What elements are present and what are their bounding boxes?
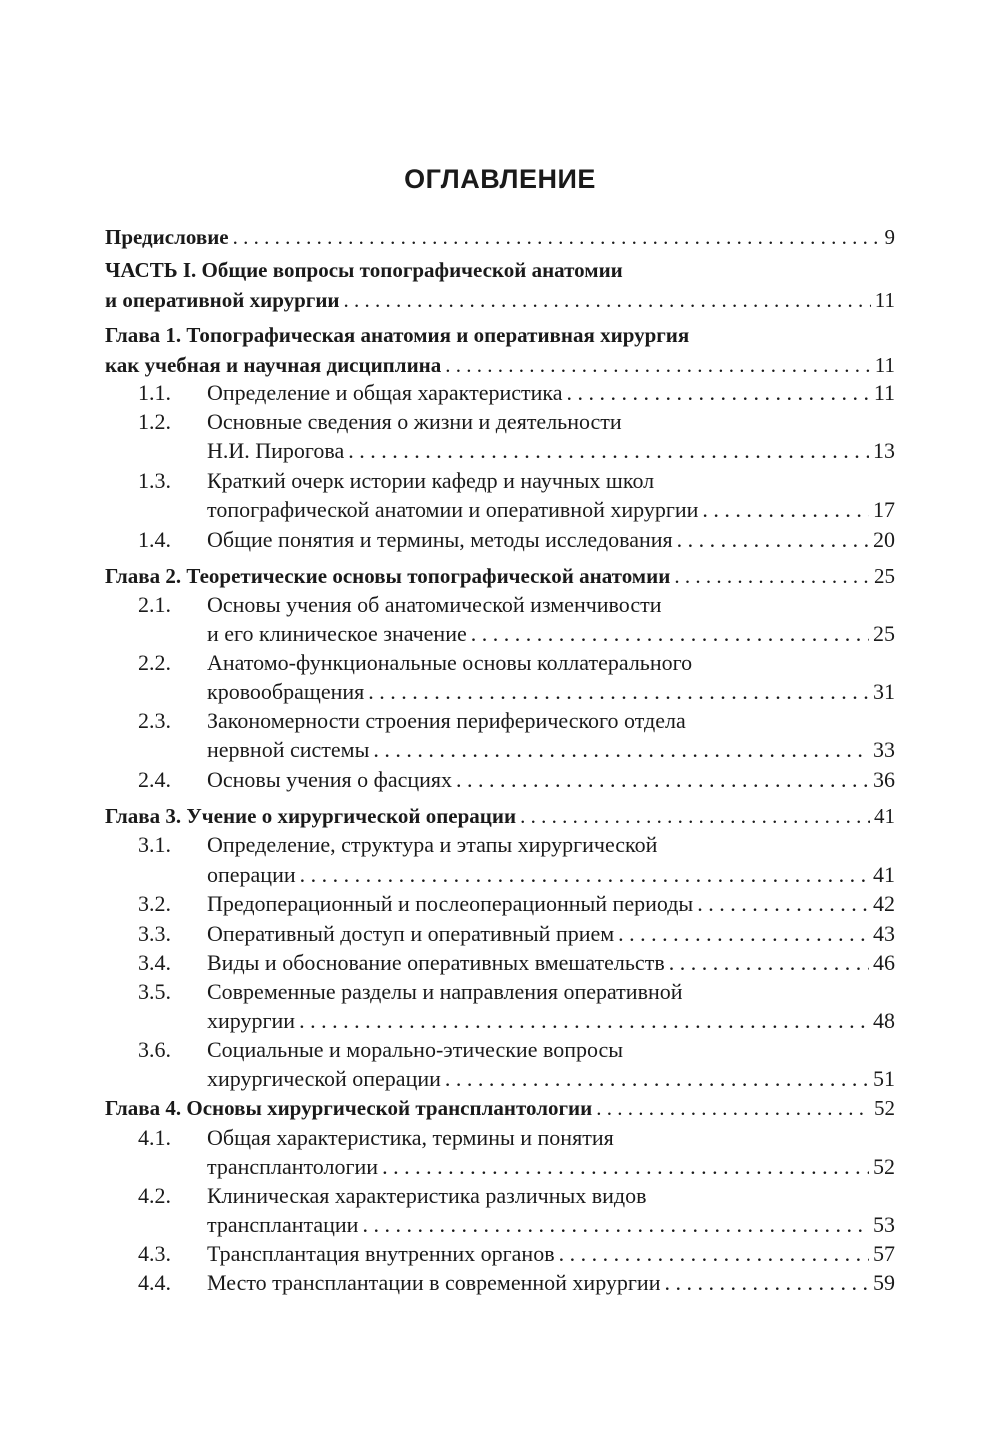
dot-leader [362, 1211, 869, 1239]
toc-entry[interactable] [105, 351, 895, 379]
toc-entry[interactable] [105, 223, 895, 251]
toc-entry[interactable] [105, 1240, 895, 1268]
entry-title: Определение и общая характеристика [207, 380, 563, 405]
dot-leader [674, 562, 870, 590]
page-number: 17 [873, 497, 895, 522]
dot-leader [368, 678, 869, 706]
toc-entry[interactable] [105, 1269, 895, 1297]
section-number: 3.6. [138, 1037, 171, 1062]
toc-entry[interactable] [105, 861, 895, 889]
dot-leader [233, 223, 881, 251]
toc-entry[interactable] [105, 408, 895, 436]
section-number: 1.3. [138, 468, 171, 493]
entry-title: Основы учения о фасциях [207, 767, 453, 792]
dot-leader [567, 379, 870, 407]
entry-title: Предоперационный и послеоперационный периоды [207, 891, 694, 916]
entry-title: Основные сведения о жизни и деятельности [207, 409, 622, 434]
page-number: 41 [874, 804, 895, 828]
toc-entry[interactable] [105, 286, 895, 314]
toc-entry[interactable] [105, 321, 895, 349]
page-number: 57 [873, 1241, 895, 1266]
toc-entry[interactable] [105, 379, 895, 407]
toc-entry[interactable] [105, 1211, 895, 1239]
toc-entry[interactable] [105, 591, 895, 619]
toc-entry[interactable] [105, 526, 895, 554]
toc-entry[interactable] [105, 1153, 895, 1181]
entry-title: Глава 3. Учение о хирургической операции [105, 804, 517, 828]
section-number: 2.1. [138, 592, 171, 617]
entry-title: и оперативной хирургии [105, 288, 340, 312]
page-number: 25 [874, 564, 895, 588]
section-number: 2.4. [138, 767, 171, 792]
section-number: 3.4. [138, 950, 171, 975]
page-number: 41 [873, 862, 895, 887]
entry-title: Краткий очерк истории кафедр и научных школ [207, 468, 655, 493]
page-number: 25 [873, 621, 895, 646]
entry-title: Анатомо-функциональные основы коллатерального [207, 650, 693, 675]
dot-leader [373, 736, 869, 764]
dot-leader [445, 1065, 869, 1093]
section-number: 3.3. [138, 921, 171, 946]
toc-entry[interactable] [105, 256, 895, 284]
toc-entry[interactable] [105, 562, 895, 590]
dot-leader [471, 620, 869, 648]
section-number: 2.2. [138, 650, 171, 675]
entry-title: Место трансплантации в современной хирургии [207, 1270, 661, 1295]
toc-entry[interactable] [105, 920, 895, 948]
section-number: 2.3. [138, 708, 171, 733]
dot-leader [664, 1269, 869, 1297]
dot-leader [697, 890, 869, 918]
toc-entry[interactable] [105, 766, 895, 794]
dot-leader [559, 1240, 869, 1268]
page-number: 36 [873, 767, 895, 792]
page-number: 43 [873, 921, 895, 946]
section-number: 1.2. [138, 409, 171, 434]
section-number: 3.2. [138, 891, 171, 916]
page-number: 51 [873, 1066, 895, 1091]
toc-entry[interactable] [105, 496, 895, 524]
page-number: 11 [873, 380, 895, 405]
page-number: 11 [874, 353, 895, 377]
entry-title: Трансплантация внутренних органов [207, 1241, 555, 1266]
entry-title: Определение, структура и этапы хирургической [207, 832, 658, 857]
toc-entry[interactable] [105, 1182, 895, 1210]
entry-title: Социальные и морально-этические вопросы [207, 1037, 624, 1062]
entry-title: трансплантации [207, 1212, 359, 1237]
dot-leader [300, 861, 869, 889]
section-number: 1.4. [138, 527, 171, 552]
section-number: 4.1. [138, 1125, 171, 1150]
entry-title: хирургии [207, 1008, 296, 1033]
page-number: 46 [873, 950, 895, 975]
entry-title: Предисловие [105, 225, 229, 249]
entry-title: как учебная и научная дисциплина [105, 353, 442, 377]
section-number: 4.2. [138, 1183, 171, 1208]
page-number: 52 [874, 1096, 895, 1120]
page-title: ОГЛАВЛЕНИЕ [404, 164, 596, 194]
section-number: 4.3. [138, 1241, 171, 1266]
entry-title: Глава 2. Теоретические основы топографической анатомии [105, 564, 671, 588]
page-number: 13 [873, 438, 895, 463]
entry-title: топографической анатомии и оперативной хирургии [207, 497, 699, 522]
entry-title: Современные разделы и направления оперативной [207, 979, 683, 1004]
entry-title: и его клиническое значение [207, 621, 467, 646]
page-number: 59 [873, 1270, 895, 1295]
entry-title: Н.И. Пирогова [207, 438, 345, 463]
dot-leader [520, 802, 870, 830]
page-number: 48 [873, 1008, 895, 1033]
toc-entry[interactable] [105, 736, 895, 764]
entry-title: Оперативный доступ и оперативный прием [207, 921, 615, 946]
toc-entry[interactable] [105, 802, 895, 830]
entry-title: Клиническая характеристика различных видов [207, 1183, 647, 1208]
section-number: 4.4. [138, 1270, 171, 1295]
dot-leader [669, 949, 869, 977]
dot-leader [445, 351, 870, 379]
page-number: 31 [873, 679, 895, 704]
toc-entry[interactable] [105, 1124, 895, 1152]
entry-title: кровообращения [207, 679, 365, 704]
page-number: 20 [873, 527, 895, 552]
toc-entry[interactable] [105, 890, 895, 918]
entry-title: Виды и обоснование оперативных вмешательств [207, 950, 665, 975]
dot-leader [702, 496, 869, 524]
toc-entry[interactable] [105, 437, 895, 465]
dot-leader [596, 1094, 870, 1122]
dot-leader [456, 766, 869, 794]
page-number: 42 [873, 891, 895, 916]
dot-leader [382, 1153, 869, 1181]
page-number: 11 [874, 288, 895, 312]
toc-entry[interactable] [105, 1094, 895, 1122]
section-number: 1.1. [138, 380, 171, 405]
section-number: 3.1. [138, 832, 171, 857]
dot-leader [618, 920, 869, 948]
toc-entry[interactable] [105, 467, 895, 495]
entry-title: Глава 1. Топографическая анатомия и оперативная хирургия [105, 323, 690, 347]
section-number: 3.5. [138, 979, 171, 1004]
toc-entry[interactable] [105, 831, 895, 859]
dot-leader [299, 1007, 869, 1035]
toc-entry[interactable] [105, 949, 895, 977]
toc-entry[interactable] [105, 978, 895, 1006]
entry-title: хирургической операции [207, 1066, 441, 1091]
toc-entry[interactable] [105, 1007, 895, 1035]
entry-title: Общие понятия и термины, методы исследования [207, 527, 673, 552]
toc-entry[interactable] [105, 1065, 895, 1093]
entry-title: Закономерности строения периферического отдела [207, 708, 686, 733]
entry-title: Общая характеристика, термины и понятия [207, 1125, 614, 1150]
toc-entry[interactable] [105, 1036, 895, 1064]
entry-title: Глава 4. Основы хирургической трансплантологии [105, 1096, 593, 1120]
page-number: 33 [873, 737, 895, 762]
dot-leader [344, 286, 871, 314]
page-number: 9 [884, 225, 895, 249]
page-number: 52 [873, 1154, 895, 1179]
entry-title: трансплантологии [207, 1154, 379, 1179]
toc-entry[interactable] [105, 678, 895, 706]
entry-title: ЧАСТЬ I. Общие вопросы топографической анатомии [105, 258, 623, 282]
entry-title: операции [207, 862, 296, 887]
page-number: 53 [873, 1212, 895, 1237]
toc-entry[interactable] [105, 649, 895, 677]
dot-leader [348, 437, 869, 465]
toc-entry[interactable] [105, 707, 895, 735]
entry-title: Основы учения об анатомической изменчивости [207, 592, 662, 617]
toc-entry[interactable] [105, 620, 895, 648]
dot-leader [677, 526, 869, 554]
entry-title: нервной системы [207, 737, 370, 762]
